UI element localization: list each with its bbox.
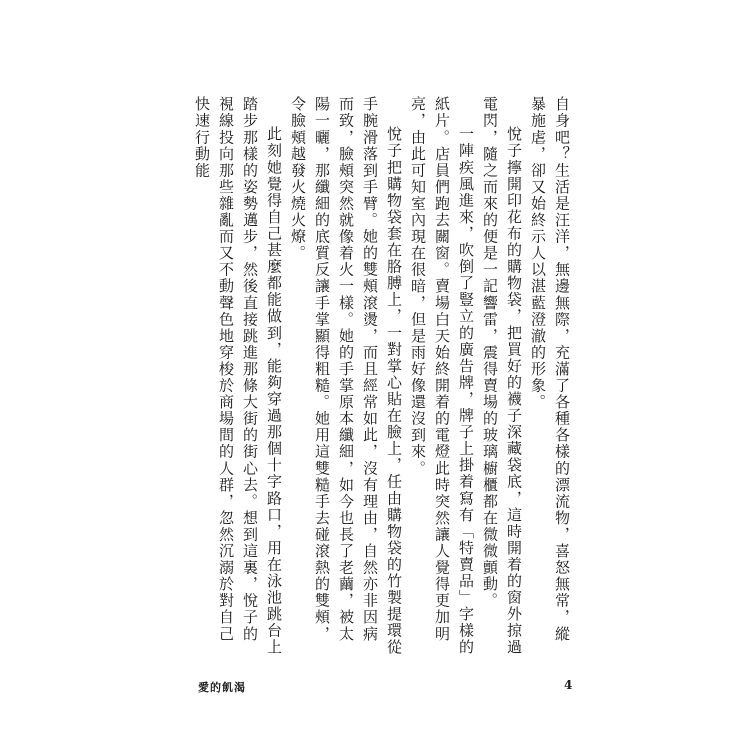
paragraph-5: 此刻她覺得自己甚麼都能做到，能夠穿過那個十字路口，用在泳池跳台上踏步那樣的姿勢邁步，然後直接跳進那條大街的街心去。想到這裏，悅子的視線投向那些雜亂而又不動聲色地穿梭於商場間的人群，忽然沉溺於對自己快速行動能	[193, 96, 283, 656]
paragraph-1: 自身吧？生活是汪洋，無邊無際，充滿了各種各樣的漂流物，喜怒無常，縱暴施虐，卻又始終示人以湛藍澄澈的形象。	[529, 96, 571, 643]
paragraph-2: 悅子擰開印花布的購物袋，把買好的襪子深藏袋底，這時開着的窗外掠過電閃，隨之而來的便是一記響雷，震得賣場的玻璃櫥櫃都在微微顫動。	[481, 96, 523, 656]
running-footer-title: 愛的飢渴	[198, 681, 246, 694]
body-text	[190, 96, 574, 656]
page-number: 4	[564, 678, 573, 692]
paragraph-3: 一陣疾風進來，吹倒了豎立的廣告牌，牌子上掛着寫有「特賣品」字樣的紙片。店員們跑去關窗。賣場白天始終開着的電燈此時突然讓人覺得更加明亮，由此可知室內現在很暗，但是雨好像還沒到來。	[409, 96, 475, 656]
paragraph-4: 悅子把購物袋套在胳膊上，一對掌心貼在臉上，任由購物袋的竹製提環從手腕滑落到手臂。她的雙頰滾燙，而且經常如此，沒有理由，自然亦非因病而致，臉頰突然就像着火一樣。她的手掌原本纖細，如今也長了老繭，被太陽一曬，那纖細的底質反讓手掌顯得粗糙。她用這雙糙手去碰滾熱的雙頰，令臉頰越發火燒火燎。	[289, 96, 403, 656]
